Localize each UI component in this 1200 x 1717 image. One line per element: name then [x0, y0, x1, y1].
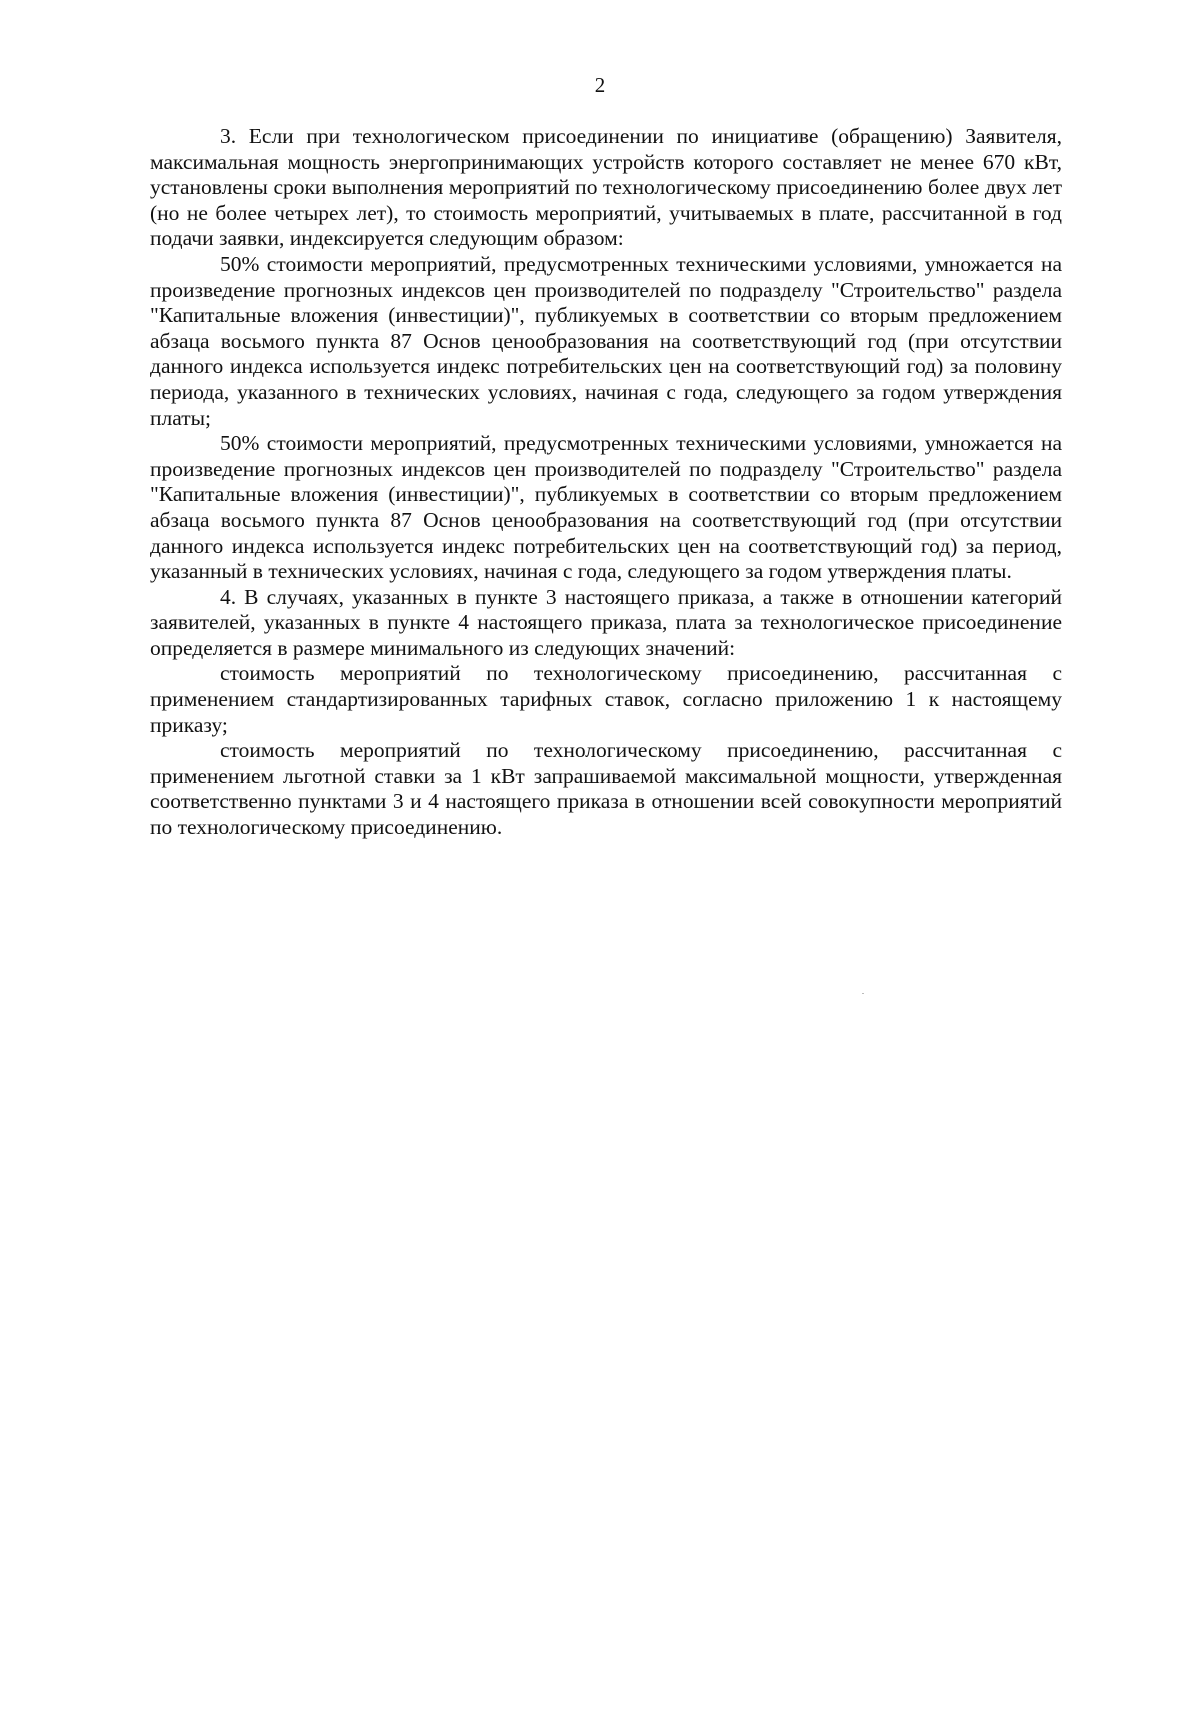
paragraph-first-half-indexation: 50% стоимости мероприятий, предусмотренных техническими условиями, умножается на произведение прогнозных индексов цен производителей по подразделу "Строительство" раздела "Капитальные вложения (инвестиции)", публикуемых в соответствии со вторым предложением абзаца восьмого пункта 87 Основ ценообразования на соответствующий год (при отсутствии данного индекса используется индекс потребительских цен на соответствующий год) за половину периода, указанного в технических условиях, начиная с года, следующего за годом утверждения платы; — [150, 251, 1062, 430]
paragraph-clause-3: 3. Если при технологическом присоединении по инициативе (обращению) Заявителя, максимальная мощность энергопринимающих устройств которого составляет не менее 670 кВт, установлены сроки выполнения мероприятий по технологическому присоединению более двух лет (но не более четырех лет), то стоимость мероприятий, учитываемых в плате, рассчитанной в год подачи заявки, индексируется следующим образом: — [150, 124, 1062, 251]
document-body — [150, 124, 1062, 841]
paragraph-second-half-indexation: 50% стоимости мероприятий, предусмотренных техническими условиями, умножается на произведение прогнозных индексов цен производителей по подразделу "Строительство" раздела "Капитальные вложения (инвестиции)", публикуемых в соответствии со вторым предложением абзаца восьмого пункта 87 Основ ценообразования на соответствующий год (при отсутствии данного индекса используется индекс потребительских цен на соответствующий год) за период, указанный в технических условиях, начиная с года, следующего за годом утверждения платы. — [150, 431, 1062, 584]
paragraph-clause-4: 4. В случаях, указанных в пункте 3 настоящего приказа, а также в отношении категорий заявителей, указанных в пункте 4 настоящего приказа, плата за технологическое присоединение определяется в размере минимального из следующих значений: — [150, 584, 1062, 660]
page-number: 2 — [594, 73, 606, 97]
scan-speck — [862, 993, 864, 994]
paragraph-standard-rates-option: стоимость мероприятий по технологическому присоединению, рассчитанная с применением стандартизированных тарифных ставок, согласно приложению 1 к настоящему приказу; — [150, 661, 1062, 737]
paragraph-preferential-rate-option: стоимость мероприятий по технологическому присоединению, рассчитанная с применением льготной ставки за 1 кВт запрашиваемой максимальной мощности, утвержденная соответственно пунктами 3 и 4 настоящего приказа в отношении всей совокупности мероприятий по технологическому присоединению. — [150, 738, 1062, 840]
